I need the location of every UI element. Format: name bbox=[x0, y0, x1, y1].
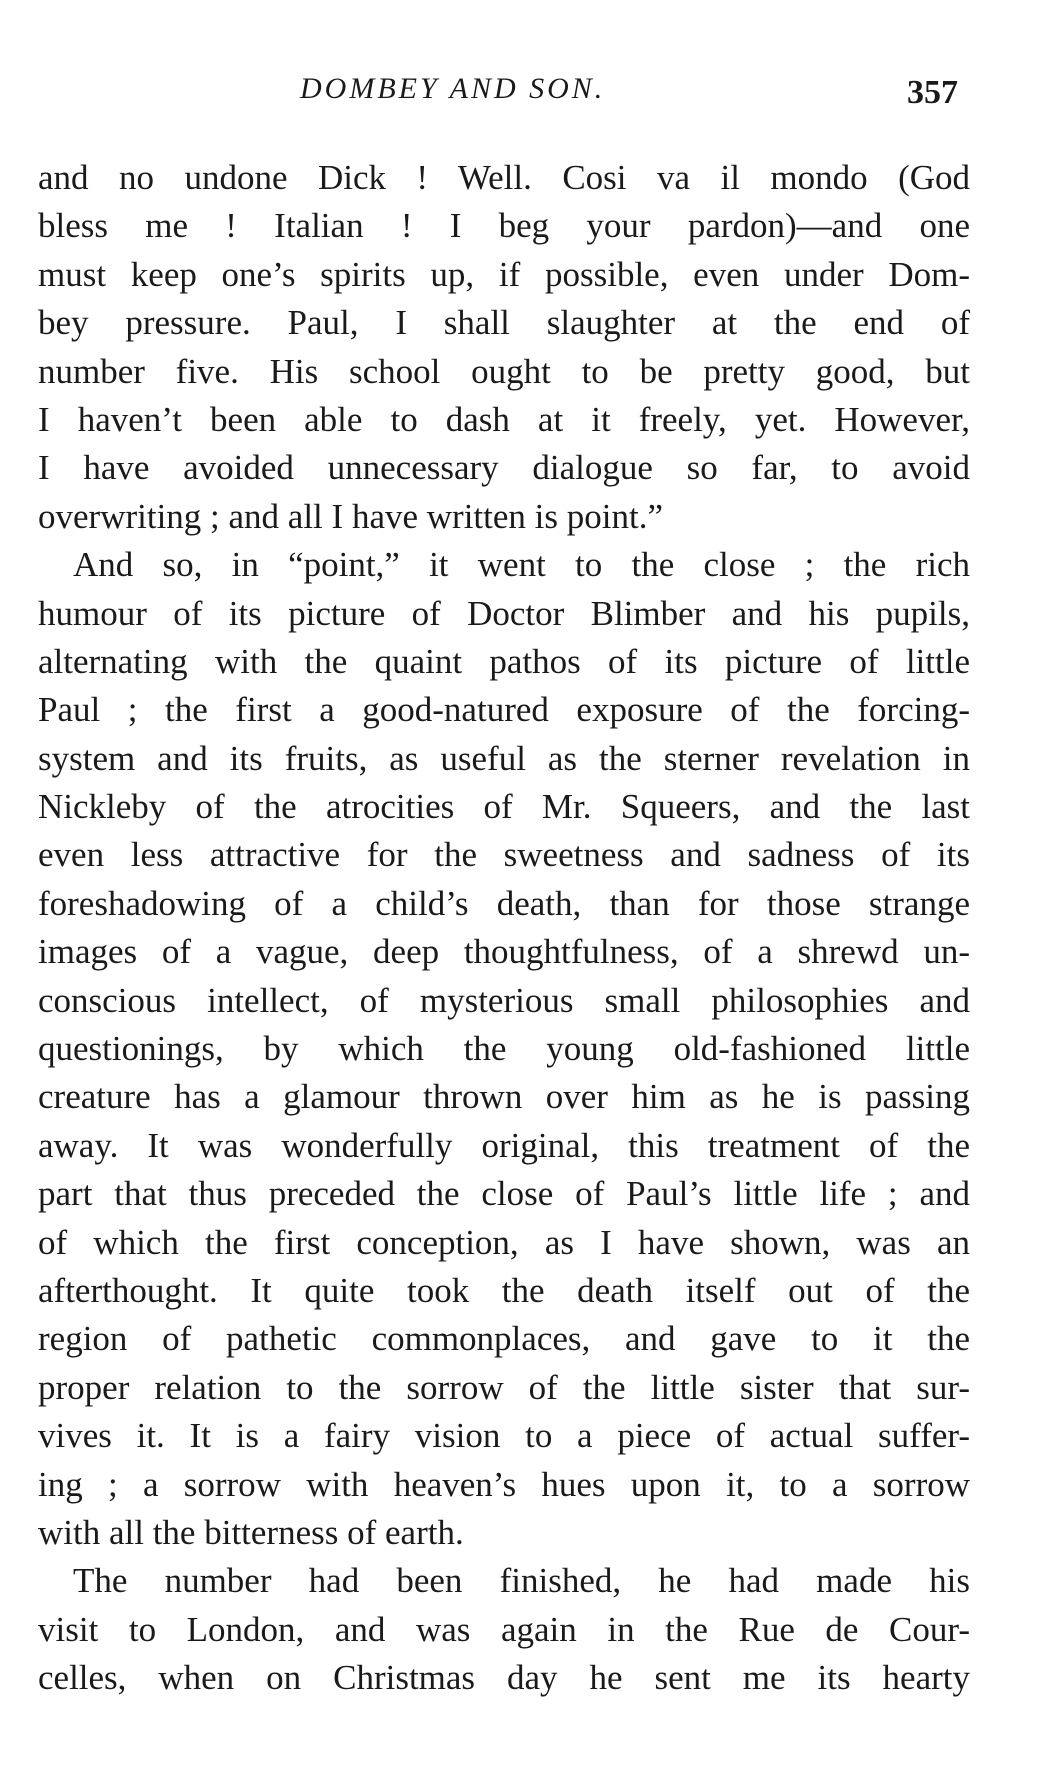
text-line: away. It was wonderfully original, this treatment of the bbox=[38, 1125, 970, 1165]
paragraph-1 bbox=[38, 154, 970, 541]
text-line: alternating with the quaint pathos of its picture of little bbox=[38, 641, 970, 681]
text-line: images of a vague, deep thoughtfulness, of a shrewd un- bbox=[38, 932, 970, 972]
text-line: vives it. It is a fairy vision to a piece of actual suffer- bbox=[38, 1416, 970, 1456]
text-line: afterthought. It quite took the death itself out of the bbox=[38, 1270, 970, 1310]
text-line: I haven’t been able to dash at it freely, yet. However, bbox=[38, 399, 970, 439]
text-line: I have avoided unnecessary dialogue so far, to avoid bbox=[38, 448, 970, 488]
text-line: number five. His school ought to be pretty good, but bbox=[38, 351, 970, 391]
text-line: Paul ; the first a good-natured exposure of the forcing- bbox=[38, 690, 970, 730]
page-number: 357 bbox=[907, 74, 958, 111]
text-line: even less attractive for the sweetness and sadness of its bbox=[38, 835, 970, 875]
text-line: visit to London, and was again in the Rue de Cour- bbox=[38, 1609, 970, 1649]
text-line: ing ; a sorrow with heaven’s hues upon it, to a sorrow bbox=[38, 1464, 970, 1504]
running-title: DOMBEY AND SON. bbox=[300, 72, 606, 105]
text-line: part that thus preceded the close of Paul’s little life ; and bbox=[38, 1174, 970, 1214]
text-line: proper relation to the sorrow of the little sister that sur- bbox=[38, 1367, 970, 1407]
text-line: questionings, by which the young old-fashioned little bbox=[38, 1029, 970, 1069]
text-line: system and its fruits, as useful as the sterner revelation in bbox=[38, 738, 970, 778]
text-line: overwriting ; and all I have written is point.” bbox=[38, 496, 663, 536]
text-line: And so, in “point,” it went to the close ; the rich bbox=[73, 545, 970, 585]
text-line: of which the first conception, as I have shown, was an bbox=[38, 1222, 970, 1262]
text-line: conscious intellect, of mysterious small philosophies and bbox=[38, 980, 970, 1020]
running-head bbox=[0, 66, 1041, 116]
text-line: with all the bitterness of earth. bbox=[38, 1512, 464, 1552]
text-line: must keep one’s spirits up, if possible, even under Dom- bbox=[38, 254, 970, 294]
text-line: humour of its picture of Doctor Blimber and his pupils, bbox=[38, 593, 970, 633]
text-line: creature has a glamour thrown over him as he is passing bbox=[38, 1077, 970, 1117]
text-line: Nickleby of the atrocities of Mr. Squeers, and the last bbox=[38, 787, 970, 827]
text-line: foreshadowing of a child’s death, than for those strange bbox=[38, 883, 970, 923]
text-line: and no undone Dick ! Well. Cosi va il mondo (God bbox=[38, 158, 970, 197]
text-line: bey pressure. Paul, I shall slaughter at the end of bbox=[38, 303, 970, 343]
paragraph-3 bbox=[38, 1557, 970, 1702]
text-line: The number had been finished, he had made his bbox=[73, 1561, 970, 1601]
paragraph-2 bbox=[38, 541, 970, 1557]
text-line: region of pathetic commonplaces, and gave to it the bbox=[38, 1319, 970, 1359]
text-line: celles, when on Christmas day he sent me its hearty bbox=[38, 1658, 970, 1698]
body-text bbox=[38, 154, 970, 1703]
text-line: bless me ! Italian ! I beg your pardon)—and one bbox=[38, 206, 970, 246]
